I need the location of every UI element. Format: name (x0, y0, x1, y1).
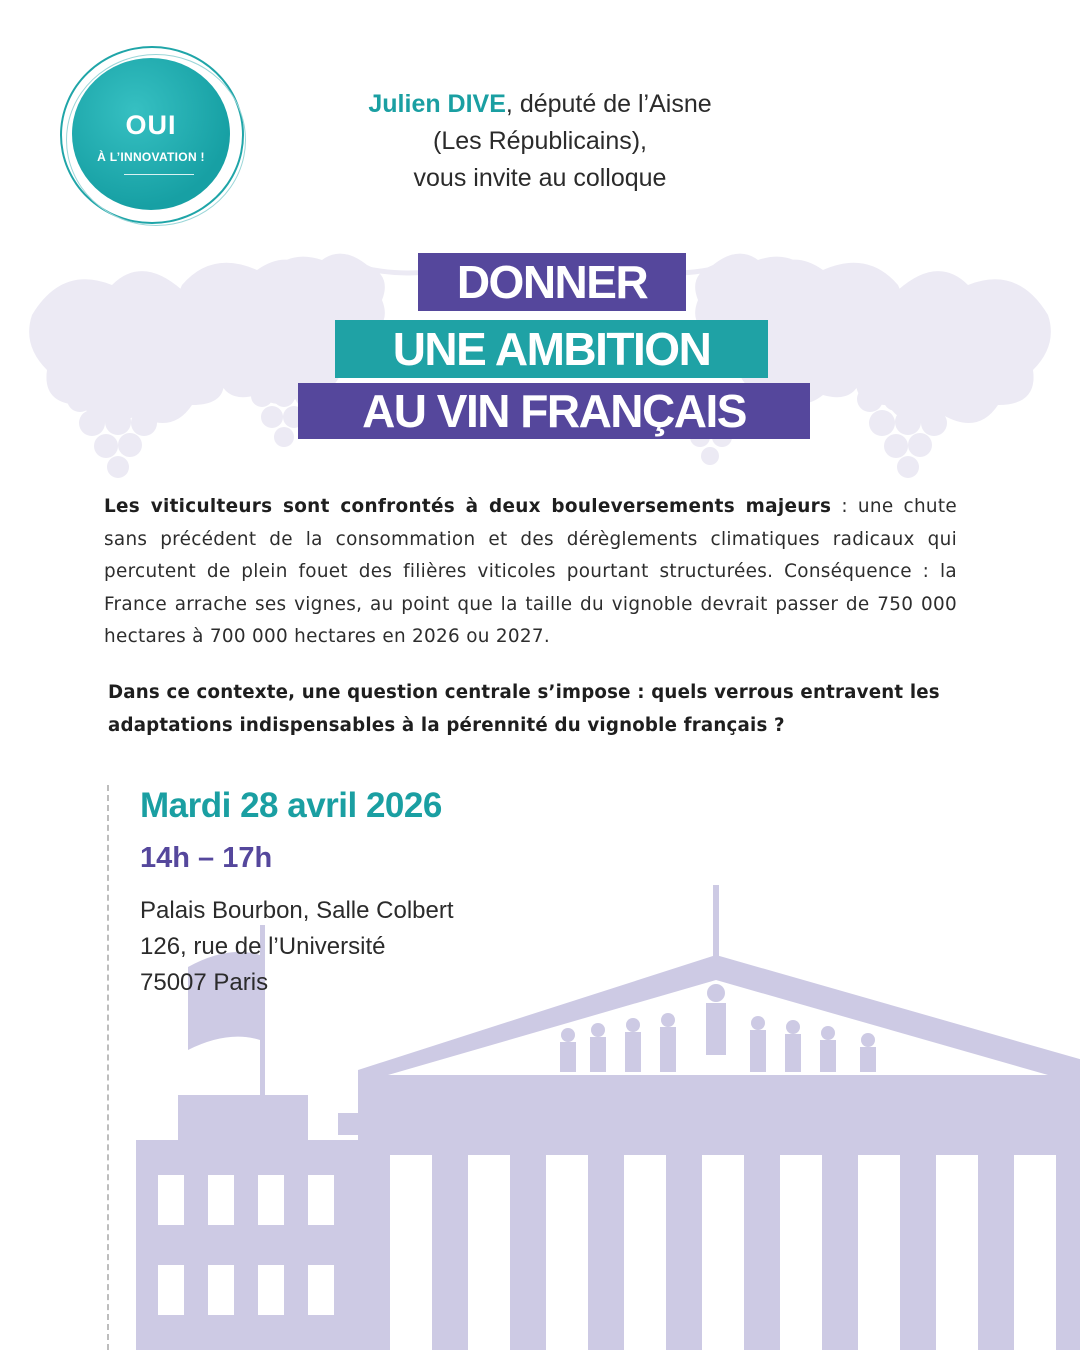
intro-line-2: (Les Républicains), (433, 127, 647, 155)
context-paragraph-lead: Les viticulteurs sont confrontés à deux bouleversements majeurs (104, 496, 832, 517)
intro-line-1 (290, 86, 790, 123)
address-venue: Palais Bourbon, Salle Colbert (140, 897, 454, 924)
dashed-divider (107, 785, 109, 1350)
logo-underline (124, 174, 194, 175)
title-line-3: AU VIN FRANÇAIS (298, 383, 810, 439)
event-time: 14h – 17h (140, 842, 273, 874)
address-street: 126, rue de l’Université (140, 933, 386, 960)
event-date: Mardi 28 avril 2026 (140, 786, 442, 825)
logo-text-oui: OUI (125, 110, 177, 140)
host-name: Julien DIVE (368, 90, 506, 118)
logo-text-innovation: À L’INNOVATION ! (97, 150, 205, 164)
oui-innovation-logo (60, 46, 250, 226)
context-paragraph (104, 491, 957, 654)
invitation-intro (290, 86, 790, 197)
question-paragraph: Dans ce contexte, une question centrale s’impose : quels verrous entravent les adaptations indispensables à la pérennité du vignoble français ? (108, 682, 940, 736)
title-line-1: DONNER (418, 253, 686, 311)
intro-line-3: vous invite au colloque (413, 164, 667, 192)
address-city: 75007 Paris (140, 969, 269, 996)
title-line-2: UNE AMBITION (335, 320, 768, 378)
logo-disc (72, 58, 230, 210)
host-title: , député de l’Aisne (505, 90, 712, 118)
context-paragraph-rest: : une chute sans précédent de la consommation et des dérèglements climatiques radicaux qui percutent de plein fouet des filières viticoles pourtant structurées. Conséquence : la France arrache ses vignes, au point que la taille du vignoble devrait passer de 750 000 hectares à 700 000 hectares en 2026 ou 2027. (104, 496, 957, 647)
event-address (140, 893, 454, 1001)
